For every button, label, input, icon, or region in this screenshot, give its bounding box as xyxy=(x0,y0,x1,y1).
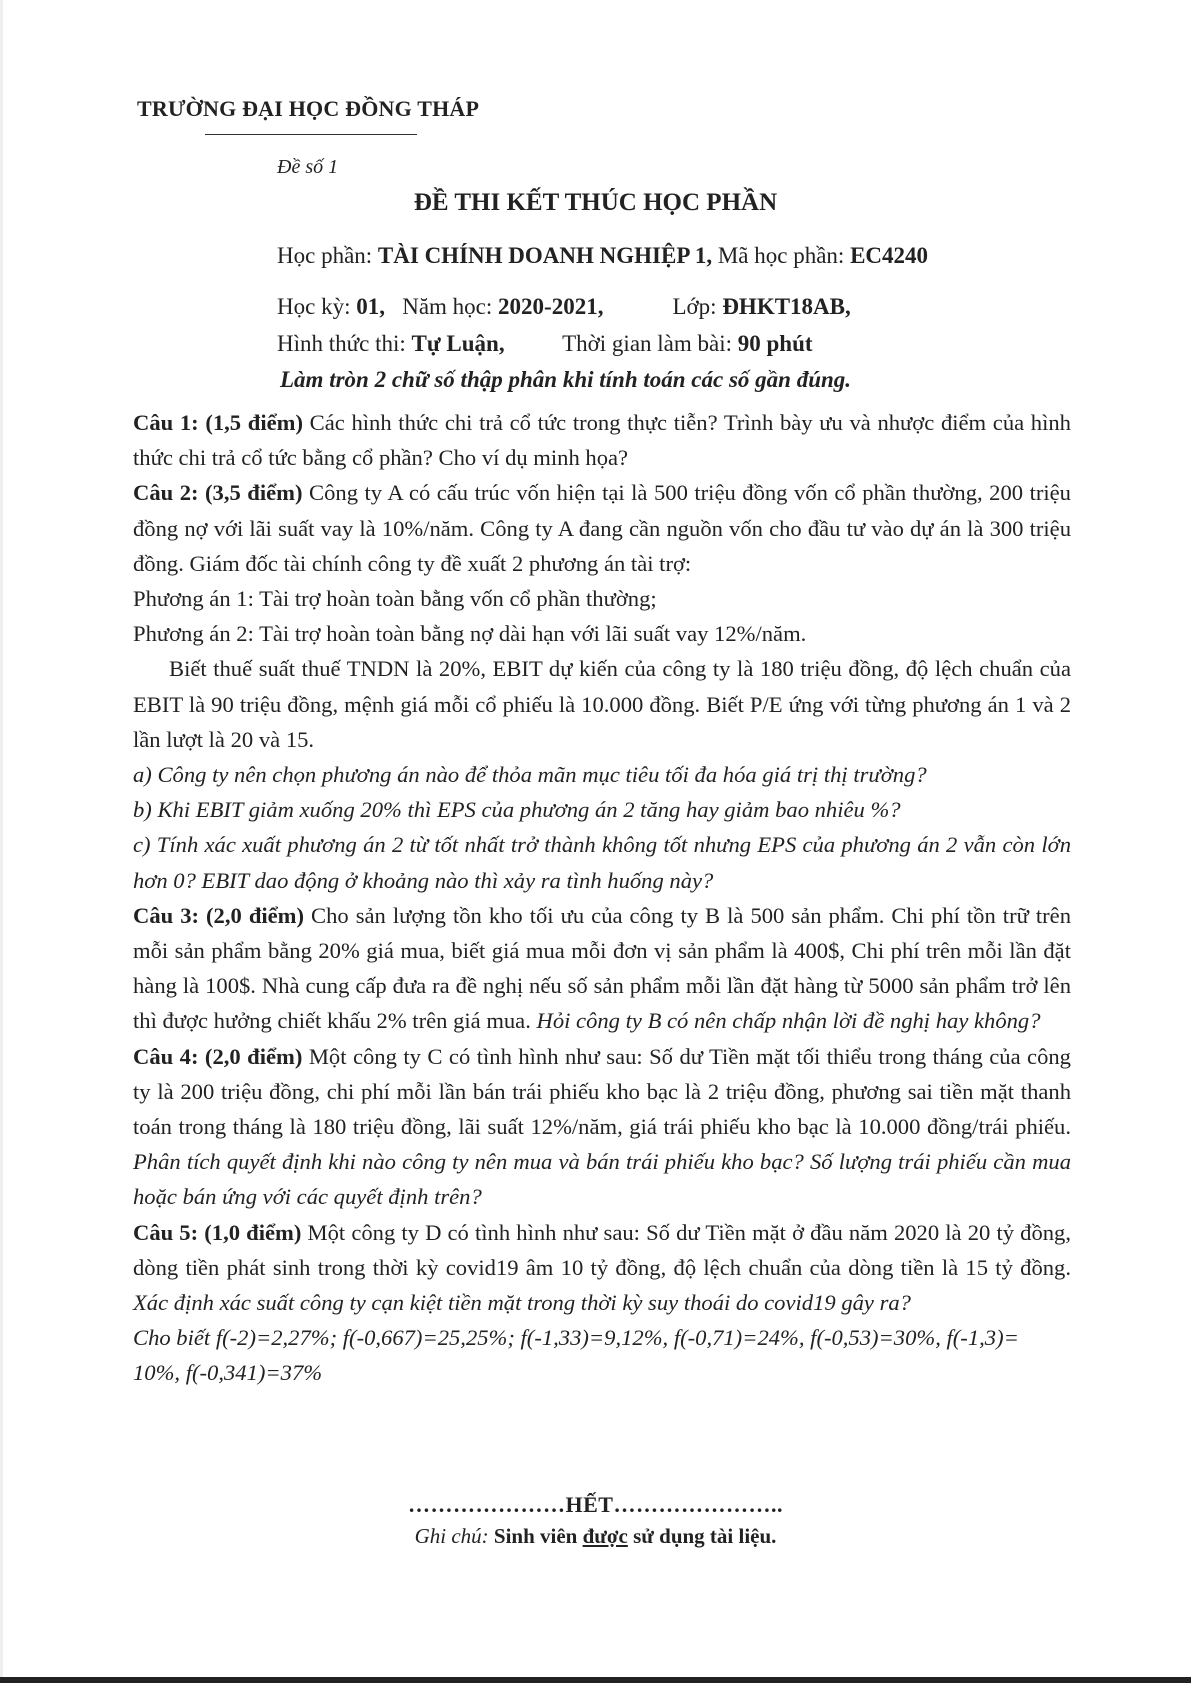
question-1 xyxy=(133,405,1071,475)
question-2-text: Công ty A có cấu trúc vốn hiện tại là 500 triệu đồng vốn cổ phần thường, 200 triệu đồng nợ với lãi suất vay là 10%/năm. Công ty A đang cần nguồn vốn cho đầu tư vào dự án là 300 triệu đồng. Giám đốc tài chính công ty đề xuất 2 phương án tài trợ: xyxy=(133,480,1071,576)
question-1-heading: Câu 1: (1,5 điểm) xyxy=(133,410,303,435)
exam-number: Đề số 1 xyxy=(277,156,339,178)
class-value: ĐHKT18AB, xyxy=(722,294,851,319)
semester-value: 01, xyxy=(356,294,385,319)
course-name: TÀI CHÍNH DOANH NGHIỆP 1, xyxy=(377,243,713,268)
scan-bottom-border xyxy=(0,1677,1191,1683)
year-value: 2020-2021, xyxy=(498,294,604,319)
course-code: EC4240 xyxy=(850,243,929,268)
end-marker: …………………HẾT………………….. xyxy=(408,1492,783,1517)
question-2-part-a: a) Công ty nên chọn phương án nào để thỏa mãn mục tiêu tối đa hóa giá trị thị trường? xyxy=(133,762,927,788)
question-5 xyxy=(133,1215,1071,1321)
time-value: 90 phút xyxy=(737,331,813,356)
footnote-text-underlined: được xyxy=(582,1524,628,1548)
question-2-option-1: Phương án 1: Tài trợ hoàn toàn bằng vốn cổ phần thường; xyxy=(133,586,657,612)
class-label: Lớp: xyxy=(672,294,717,319)
question-2 xyxy=(133,475,1071,581)
question-5-ask: Xác định xác suất công ty cạn kiệt tiền mặt trong thời kỳ suy thoái do covid19 gây ra? xyxy=(133,1290,911,1316)
question-4-heading: Câu 4: (2,0 điểm) xyxy=(133,1043,303,1069)
question-5-given-values: Cho biết f(-2)=2,27%; f(-0,667)=25,25%; f(-1,33)=9,12%, f(-0,71)=24%, f(-0,53)=30%, f(-1,3)= 10%, f(-0,341)=37% xyxy=(133,1325,1019,1386)
semester-line xyxy=(277,294,851,320)
form-line xyxy=(277,331,813,357)
footnote-colon: : xyxy=(481,1524,494,1548)
question-2-option-2: Phương án 2: Tài trợ hoàn toàn bằng nợ dài hạn với lãi suất vay 12%/năm. xyxy=(133,621,807,647)
course-code-label: Mã học phần: xyxy=(717,243,845,268)
school-underline xyxy=(205,134,417,135)
question-3 xyxy=(133,898,1071,1039)
question-2-part-c: c) Tính xác xuất phương án 2 từ tốt nhất trở thành không tốt nhưng EPS của phương án 2 vẫn còn lớn hơn 0? EBIT dao động ở khoảng nào thì xảy ra tình huống này? xyxy=(133,832,1071,893)
question-2-heading: Câu 2: (3,5 điểm) xyxy=(133,480,303,506)
question-4 xyxy=(133,1039,1071,1215)
time-label: Thời gian làm bài: xyxy=(562,331,733,356)
footnote xyxy=(0,1524,1191,1549)
question-5-heading: Câu 5: (1,0 điểm) xyxy=(133,1219,302,1245)
semester-label: Học kỳ: xyxy=(277,294,351,319)
form-label: Hình thức thi: xyxy=(277,331,406,356)
school-name: TRƯỜNG ĐẠI HỌC ĐỒNG THÁP xyxy=(137,96,480,121)
question-3-text: Cho sản lượng tồn kho tối ưu của công ty B là 500 sản phẩm. Chi phí tồn trữ trên mỗi sản phẩm bằng 20% giá mua, biết giá mua mỗi đơn vị sản phẩm là 400$, Chi phí trên mỗi lần đặt hàng là 100$. Nhà cung cấp đưa ra đề nghị nếu số sản phẩm mỗi lần đặt hàng từ 5000 sản phẩm trở lên thì được hưởng chiết khấu 2% trên giá mua. xyxy=(133,902,1071,1034)
question-5-text: Một công ty D có tình hình như sau: Số dư Tiền mặt ở đầu năm 2020 là 20 tỷ đồng, dòng tiền phát sinh trong thời kỳ covid19 âm 10 tỷ đồng, độ lệch chuẩn của dòng tiền là 15 tỷ đồng. xyxy=(133,1219,1071,1280)
form-value: Tự Luận, xyxy=(411,331,505,356)
question-2-paragraph: Biết thuế suất thuế TNDN là 20%, EBIT dự kiến của công ty là 180 triệu đồng, độ lệch chuẩn của EBIT là 90 triệu đồng, mệnh giá mỗi cổ phiếu là 10.000 đồng. Biết P/E ứng với từng phương án 1 và 2 lần lượt là 20 và 15. xyxy=(133,656,1071,752)
question-1-text: Các hình thức chi trả cổ tức trong thực tiễn? Trình bày ưu và nhược điểm của hình thức chi trả cổ tức bằng cổ phần? Cho ví dụ minh họa? xyxy=(133,410,1071,471)
course-line xyxy=(277,243,928,269)
question-3-heading: Câu 3: (2,0 điểm) xyxy=(133,902,305,928)
year-label: Năm học: xyxy=(402,294,493,319)
scan-edge xyxy=(0,0,3,1683)
question-4-ask: Phân tích quyết định khi nào công ty nên mua và bán trái phiếu kho bạc? Số lượng trái phiếu cần mua hoặc bán ứng với các quyết định trên? xyxy=(133,1149,1071,1210)
question-4-text: Một công ty C có tình hình như sau: Số dư Tiền mặt tối thiểu trong tháng của công ty là 200 triệu đồng, chi phí mỗi lần bán trái phiếu kho bạc là 2 triệu đồng, phương sai tiền mặt thanh toán trong tháng là 180 triệu đồng, lãi suất 12%/năm, giá trái phiếu kho bạc là 10.000 đồng/trái phiếu. xyxy=(133,1043,1071,1140)
questions-body xyxy=(133,405,1071,1391)
exam-title: ĐỀ THI KẾT THÚC HỌC PHẦN xyxy=(413,189,778,216)
rounding-note: Làm tròn 2 chữ số thập phân khi tính toán các số gần đúng. xyxy=(280,367,852,392)
question-2-part-b: b) Khi EBIT giảm xuống 20% thì EPS của phương án 2 tăng hay giảm bao nhiêu %? xyxy=(133,797,901,823)
course-label: Học phần: xyxy=(277,243,373,268)
footnote-label: Ghi chú xyxy=(414,1524,482,1548)
footnote-text-c: sử dụng tài liệu. xyxy=(627,1524,777,1548)
question-3-ask: Hỏi công ty B có nên chấp nhận lời đề nghị hay không? xyxy=(536,1008,1041,1034)
footnote-text-a: Sinh viên xyxy=(493,1524,583,1548)
